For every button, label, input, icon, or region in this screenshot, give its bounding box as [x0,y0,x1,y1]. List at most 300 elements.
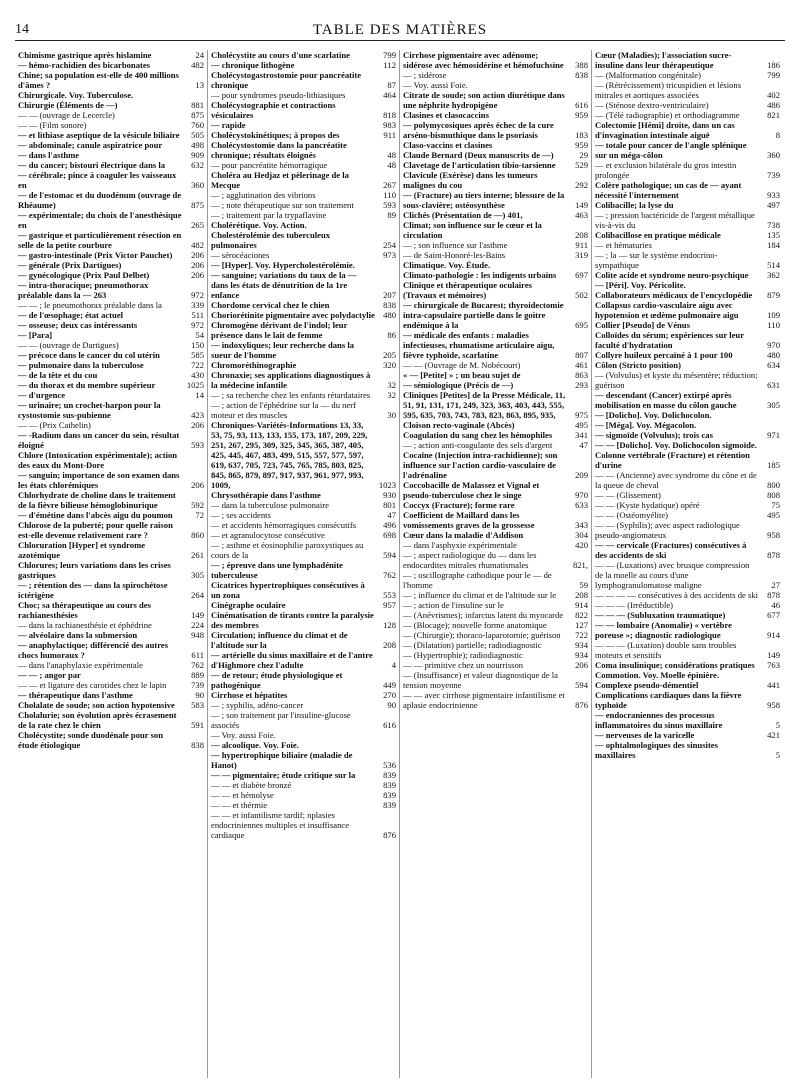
entry-page: 482 [191,60,204,70]
index-entry [18,100,204,110]
entry-page: 87 [387,80,396,90]
entry-text: — (Malformation congénitale) [595,70,701,80]
entry-text: Clinique et thérapeutique oculaires (Travaux et mémoires) [403,280,532,300]
index-entry [595,640,780,660]
entry-page: 529 [575,160,588,170]
entry-text: — de l'estomac et du duodénum (ouvrage de Rhéaume) [18,190,182,210]
entry-text: — endocraniennes des processus inflammatoires du sinus maxillaire [595,710,723,730]
entry-text: Cholécystite; sonde duodénale pour son étude étiologique [18,730,163,750]
entry-text: Cholécystographie et contractions vésiculaires [211,100,336,120]
index-entry [18,420,204,430]
index-entry [211,770,396,780]
entry-page: 881 [191,100,204,110]
entry-text: — gynécologique (Prix Paul Delbet) [18,270,150,280]
entry-page: 13 [195,80,204,90]
entry-text: — [Méga]. Voy. Mégacolon. [595,420,697,430]
entry-text: Colonne vertébrale (Fracture) et rétention d'urine [595,450,750,470]
entry-page: 90 [387,700,396,710]
entry-text: — ; rétention des — dans la spirochétose ictérigène [18,580,168,600]
index-entry [403,70,588,80]
entry-page: 14 [195,390,204,400]
entry-text: Collapsus cardio-vasculaire aigu avec hypotension et œdème pulmonaire aigu [595,300,739,320]
index-entry [211,500,396,510]
index-entry [403,370,588,380]
index-entry [18,660,204,670]
index-column-1 [15,50,207,1078]
entry-text: — chronique lithogène [211,60,295,70]
entry-page: 911 [383,130,396,140]
entry-text: — ; note thérapeutique sur son traitement [211,200,354,210]
entry-text: — sanguin; importance de son examen dans les états chlorémiques [18,470,180,490]
index-entry [211,60,396,70]
entry-page: 32 [387,390,396,400]
entry-page: 127 [575,620,588,630]
index-entry [595,350,780,360]
entry-page: 616 [383,720,396,730]
entry-page: 971 [767,430,780,440]
index-entry [595,210,780,230]
entry-page: 801 [383,500,396,510]
index-entry [595,490,780,500]
entry-page: 839 [383,770,396,780]
index-entry [595,730,780,740]
index-entry [211,540,396,560]
entry-text: Cholalurie; son évolution après écrasement de la rate chez le chien [18,710,177,730]
entry-text: — — et infantilisme tardif; nplasies endocriniennes multiples et insuffisance cardiaque [211,810,350,840]
index-entry [595,140,780,160]
entry-page: 89 [387,210,396,220]
entry-text: Coagulation du sang chez les hémophiles [403,430,553,440]
entry-page: 441 [767,680,780,690]
entry-page: 423 [191,410,204,420]
entry-page: 360 [191,180,204,190]
entry-text: — (Anévrismes); infarctus latent du myocarde [403,610,564,620]
entry-text: — ; pression bactéricide de l'argent métallique vis-à-vis du [595,210,755,230]
index-entry [595,370,780,390]
entry-text: — — avec cirrhose pigmentaire infantilisme et aplasie endocrinienne [403,690,565,710]
entry-page: 360 [767,150,780,160]
index-entry [18,430,204,450]
entry-text: Climat; son influence sur le cœur et la circulation [403,220,542,240]
entry-page: 265 [191,220,204,230]
index-entry [211,340,396,360]
entry-text: — — cervicale (Fractures) consécutives à des accidents de ski [595,540,747,560]
entry-page: 632 [191,160,204,170]
index-columns [15,50,785,1078]
entry-page: 4 [391,660,396,670]
index-entry [211,170,396,190]
entry-text: Colite acide et syndrome neuro-psychique [595,270,749,280]
index-entry [211,610,396,630]
entry-text: — ; épreuve dans une lymphadénite tuberculeuse [211,560,343,580]
entry-text: — [Péri]. Voy. Péricolite. [595,280,686,290]
entry-text: — intra-thoracique; pneumothorax préalable dans la — 263 [18,280,149,300]
index-entry [211,140,396,160]
index-entry [211,200,396,210]
entry-page: 738 [767,220,780,230]
index-entry [403,220,588,240]
index-entry [18,560,204,580]
index-column-4 [591,50,783,1078]
entry-page: 149 [575,200,588,210]
entry-text: Chromoréthinographie [211,360,297,370]
index-entry [211,730,396,740]
entry-text: — du cancer; bistouri électrique dans la [18,160,166,170]
entry-text: — — (Kyste hydatique) opéré [595,500,700,510]
index-entry [211,250,396,260]
index-entry [18,680,204,690]
entry-page: 402 [767,90,780,100]
index-entry [595,660,780,670]
page-header [0,0,800,40]
index-entry [595,230,780,240]
entry-page: 536 [383,760,396,770]
entry-text: — pulmonaire dans la tuberculose [18,360,144,370]
entry-text: — — ; le pneumothorax préalable dans la [18,300,162,310]
entry-page: 975 [575,410,588,420]
index-entry [403,670,588,690]
entry-page: 959 [575,140,588,150]
entry-page: 498 [191,140,204,150]
entry-page: 959 [575,110,588,120]
entry-text: Choc; sa thérapeutique au cours des rachianesthésies [18,600,151,620]
index-entry [595,500,780,510]
index-entry [18,330,204,340]
page-number: 14 [15,22,29,37]
entry-text: Colère pathologique; un cas de — ayant nécessité l'internement [595,180,742,200]
index-entry [403,630,588,640]
entry-page: 958 [767,530,780,540]
entry-page: 909 [191,150,204,160]
entry-page: 739 [191,680,204,690]
entry-page: 110 [383,190,396,200]
page-title: TABLE DES MATIÈRES [312,22,488,38]
index-entry [18,520,204,540]
index-entry [595,240,780,250]
entry-text: — (Hypertrophie); radiodiagnostic [403,650,523,660]
entry-text: Cliniques [Petites] de la Presse Médicale, 11, 51, 91, 131, 171, 249, 323, 363, 403, 443, 555, 595, 635, 703, 743, 783, 823, 863, 895, 935, [403,390,566,420]
index-entry [18,150,204,160]
index-entry [403,260,588,270]
index-entry [211,670,396,690]
entry-text: — — (ouvrage de Dartigues) [18,340,119,350]
entry-page: 839 [383,780,396,790]
entry-text: — — et thérmie [211,800,268,810]
entry-text: Chlore (Intoxication expérimentale); action des eaux du Mont-Dore [18,450,178,470]
entry-text: — et agranulocytose consécutive [211,530,325,540]
entry-text: — — ; angor par [18,670,81,680]
entry-text: Collaborateurs médicaux de l'encyclopédie [595,290,753,300]
entry-text: — dans l'asphyxie expérimentale [403,540,517,550]
entry-page: 839 [383,790,396,800]
entry-page: 420 [575,540,588,550]
entry-page: 594 [575,680,588,690]
entry-text: — — et ligature des carotides chez le lapin [18,680,167,690]
entry-text: Colectomie [Hémi] droite, dans un cas d'invagination intestinale aiguë [595,120,735,140]
index-entry [211,420,396,490]
entry-text: — générale (Prix Dartigues) [18,260,122,270]
entry-text: — ; traitement par la trypaflavine [211,210,327,220]
index-entry [595,410,780,420]
entry-page: 875 [191,110,204,120]
entry-text: — (Chirurgie); thoraco-laparotomie; guérison [403,630,561,640]
index-entry [18,90,204,100]
entry-text: Côlon (Stricto position) [595,360,681,370]
index-entry [403,590,588,600]
entry-page: 254 [383,240,396,250]
index-entry [403,300,588,330]
entry-page: 486 [767,100,780,110]
index-entry [595,440,780,450]
entry-text: — osseuse; deux cas intéressants [18,320,138,330]
entry-text: — expérimentale; du choix de l'anesthésique en [18,210,182,230]
entry-page: 32 [387,380,396,390]
index-entry [403,390,588,420]
index-entry [18,380,204,390]
index-entry [595,540,780,560]
index-entry [18,280,204,300]
entry-page: 305 [767,400,780,410]
entry-text: — ophtalmologiques des sinusites maxillaires [595,740,718,760]
entry-text: — dans la rachianesthésie et éphédrine [18,620,152,630]
entry-text: — nerveuses de la varicelle [595,730,695,740]
entry-text: Circulation; influence du climat et de l'altitude sur la [211,630,348,650]
entry-page: 206 [191,250,204,260]
index-entry [18,270,204,280]
index-entry [211,370,396,390]
index-entry [403,360,588,370]
entry-text: — ; asthme et éosinophilie paroxystiques au cours de la [211,540,364,560]
index-entry [18,230,204,250]
entry-page: 90 [195,690,204,700]
entry-text: — ; action anti-coagulante des sels d'argent [403,440,553,450]
header-rule [15,40,785,41]
entry-page: 497 [767,200,780,210]
index-entry [595,290,780,300]
entry-page: 30 [387,410,396,420]
index-entry [211,390,396,400]
index-column-2 [207,50,399,1078]
index-entry [211,400,396,420]
entry-page: 593 [383,200,396,210]
entry-text: — sérocéaciones [211,250,270,260]
entry-text: — précoce dans le cancer du col utérin [18,350,160,360]
entry-page: 184 [767,240,780,250]
entry-text: — (Dilatation) partielle; radiodiagnostic [403,640,542,650]
index-entry [595,320,780,330]
index-entry [18,320,204,330]
entry-page: 763 [767,660,780,670]
entry-text: — ; action de l'insuline sur le [403,600,504,610]
entry-text: Chlorhydrate de choline dans le traitement de la fièvre bilieuse hémoglobinurique [18,490,176,510]
entry-page: 304 [575,530,588,540]
index-entry [595,160,780,180]
entry-text: — de l'œsophage; état actuel [18,310,124,320]
entry-text: — artérielle du sinus maxillaire et de l'antre d'Highmore chez l'adulte [211,650,373,670]
index-entry [211,700,396,710]
index-entry [211,300,396,310]
entry-text: — dans l'asthme [18,150,80,160]
index-entry [595,100,780,110]
entry-page: 553 [383,590,396,600]
entry-page: 631 [767,380,780,390]
index-entry [211,120,396,130]
entry-text: Cholérétique. Voy. Action. [211,220,307,230]
entry-page: 24 [195,50,204,60]
entry-page: 876 [575,700,588,710]
index-entry [18,690,204,700]
entry-page: 186 [767,60,780,70]
index-entry [403,540,588,550]
entry-text: Commotion. Voy. Moelle épinière. [595,670,719,680]
entry-page: 739 [767,170,780,180]
entry-text: Claude Bernard (Deux manuscrits de —) [403,150,554,160]
index-entry [211,190,396,200]
entry-page: 5 [775,720,780,730]
entry-text: — — — — consécutives à des accidents de ski [595,590,759,600]
entry-text: — sanguine; variations du taux de la — dans les états de dénutrition de la 1re enfance [211,270,357,300]
entry-text: Chine; sa population est-elle de 400 millions d'âmes ? [18,70,179,90]
index-entry [18,640,204,660]
index-entry [403,190,588,210]
entry-page: 150 [191,340,204,350]
index-entry [18,340,204,350]
entry-page: 583 [191,700,204,710]
index-entry [18,510,204,520]
index-entry [595,120,780,140]
entry-text: Collyre huileux percaïné à 1 pour 100 [595,350,733,360]
entry-page: 207 [383,290,396,300]
index-entry [18,620,204,630]
entry-text: — ; action de l'éphédrine sur la — du nerf moteur et des muscles [211,400,356,420]
entry-page: 208 [575,590,588,600]
entry-page: 293 [575,380,588,390]
entry-text: — totale pour cancer de l'angle splénique sur un méga-côlon [595,140,747,160]
index-entry [595,390,780,410]
index-entry [595,600,780,610]
index-entry [18,190,204,210]
entry-page: 109 [767,310,780,320]
entry-text: — — primitive chez un nourrisson [403,660,524,670]
entry-text: — sigmoïde (Volvulus); trois cas [595,430,713,440]
entry-page: 677 [767,610,780,620]
entry-text: Coma insulinique; considérations pratiques [595,660,755,670]
entry-text: Climatique. Voy. Étude. [403,260,491,270]
entry-text: Coccyx (Fracture); forme rare [403,500,515,510]
entry-page: 185 [767,460,780,470]
index-entry [18,540,204,560]
index-entry [403,50,588,70]
index-entry [211,750,396,770]
entry-page: 594 [383,550,396,560]
entry-page: 29 [579,150,588,160]
index-entry [211,90,396,100]
entry-text: — dans l'anaphylaxie expérimentale [18,660,143,670]
index-entry [18,600,204,620]
entry-text: — -Radium dans un cancer du sein, résultat éloigné [18,430,180,450]
entry-text: — gastro-intestinale (Prix Victor Pauchet) [18,250,173,260]
entry-text: — d'urgence [18,390,66,400]
entry-page: 206 [191,260,204,270]
index-entry [211,630,396,650]
entry-text: — pour pancréatite hémorragique [211,160,328,170]
entry-text: — — (Ostéomyélite) [595,510,669,520]
entry-page: 722 [191,360,204,370]
entry-text: — cérébrale; pince à coaguler les vaisseaux en [18,170,177,190]
entry-text: — — (Film sonore) [18,120,87,130]
index-entry [403,690,588,710]
entry-text: — et exclusion bilatérale du gros intestin prolongée [595,160,737,180]
entry-page: 505 [191,130,204,140]
entry-page: 464 [383,90,396,100]
entry-text: — de la tête et du cou [18,370,98,380]
entry-page: 5 [775,750,780,760]
entry-page: 128 [383,620,396,630]
index-column-3 [399,50,591,1078]
entry-page: 983 [383,120,396,130]
index-entry [403,440,588,450]
entry-text: Colloïdes du sérum; expériences sur leur faculté d'hydratation [595,330,744,350]
entry-page: 878 [767,550,780,560]
entry-text: Chromogène dérivant de l'indol; leur présence dans le lait de femme [211,320,348,340]
entry-page: 634 [767,360,780,370]
entry-page: 183 [575,130,588,140]
entry-text: Cholécystokinétiques; à propos des [211,130,340,140]
entry-page: 933 [767,190,780,200]
entry-text: — polymycosiques après échec de la cure arséno-bismuthique dans le psoriasis [403,120,554,140]
entry-page: 261 [191,550,204,560]
entry-page: 592 [191,500,204,510]
entry-text: — [Dolicho]. Voy. Dolichocolon. [595,410,712,420]
index-entry [403,620,588,630]
index-entry [211,270,396,300]
entry-page: 149 [191,610,204,620]
entry-page: 430 [191,370,204,380]
entry-page: 339 [191,300,204,310]
entry-text: — hémo-rachidien des bicarbonates [18,60,151,70]
entry-text: Cirrhose et hépatites [211,690,288,700]
entry-text: — Voy. aussi Foie. [211,730,276,740]
index-entry [595,560,780,590]
entry-text: — abdominale; canule aspiratrice pour [18,140,163,150]
entry-page: 135 [767,230,780,240]
entry-text: — gastrique et particulièrement résection en selle de la petite courbure [18,230,182,250]
index-entry [18,160,204,170]
index-entry [211,520,396,530]
index-entry [403,550,588,570]
index-entry [211,490,396,500]
entry-text: Cinégraphe oculaire [211,600,286,610]
entry-page: 27 [771,580,780,590]
index-entry [18,50,204,60]
index-entry [403,80,588,90]
index-entry [18,390,204,400]
entry-text: Clavicule (Exérèse) dans les tumeurs malignes du cou [403,170,538,190]
entry-text: Chrysothérapie dans l'asthme [211,490,321,500]
index-entry [595,80,780,100]
entry-text: — — (Glissement) [595,490,661,500]
index-entry [403,140,588,150]
index-entry [595,300,780,320]
entry-page: 585 [191,350,204,360]
index-entry [595,680,780,690]
index-entry [18,300,204,310]
entry-text: Coccobacille de Malassez et Vignal et pseudo-tuberculose chez le singe [403,480,540,500]
entry-text: — ; ses accidents [211,510,271,520]
entry-page: 267 [383,180,396,190]
index-entry [211,710,396,730]
entry-page: 47 [579,440,588,450]
